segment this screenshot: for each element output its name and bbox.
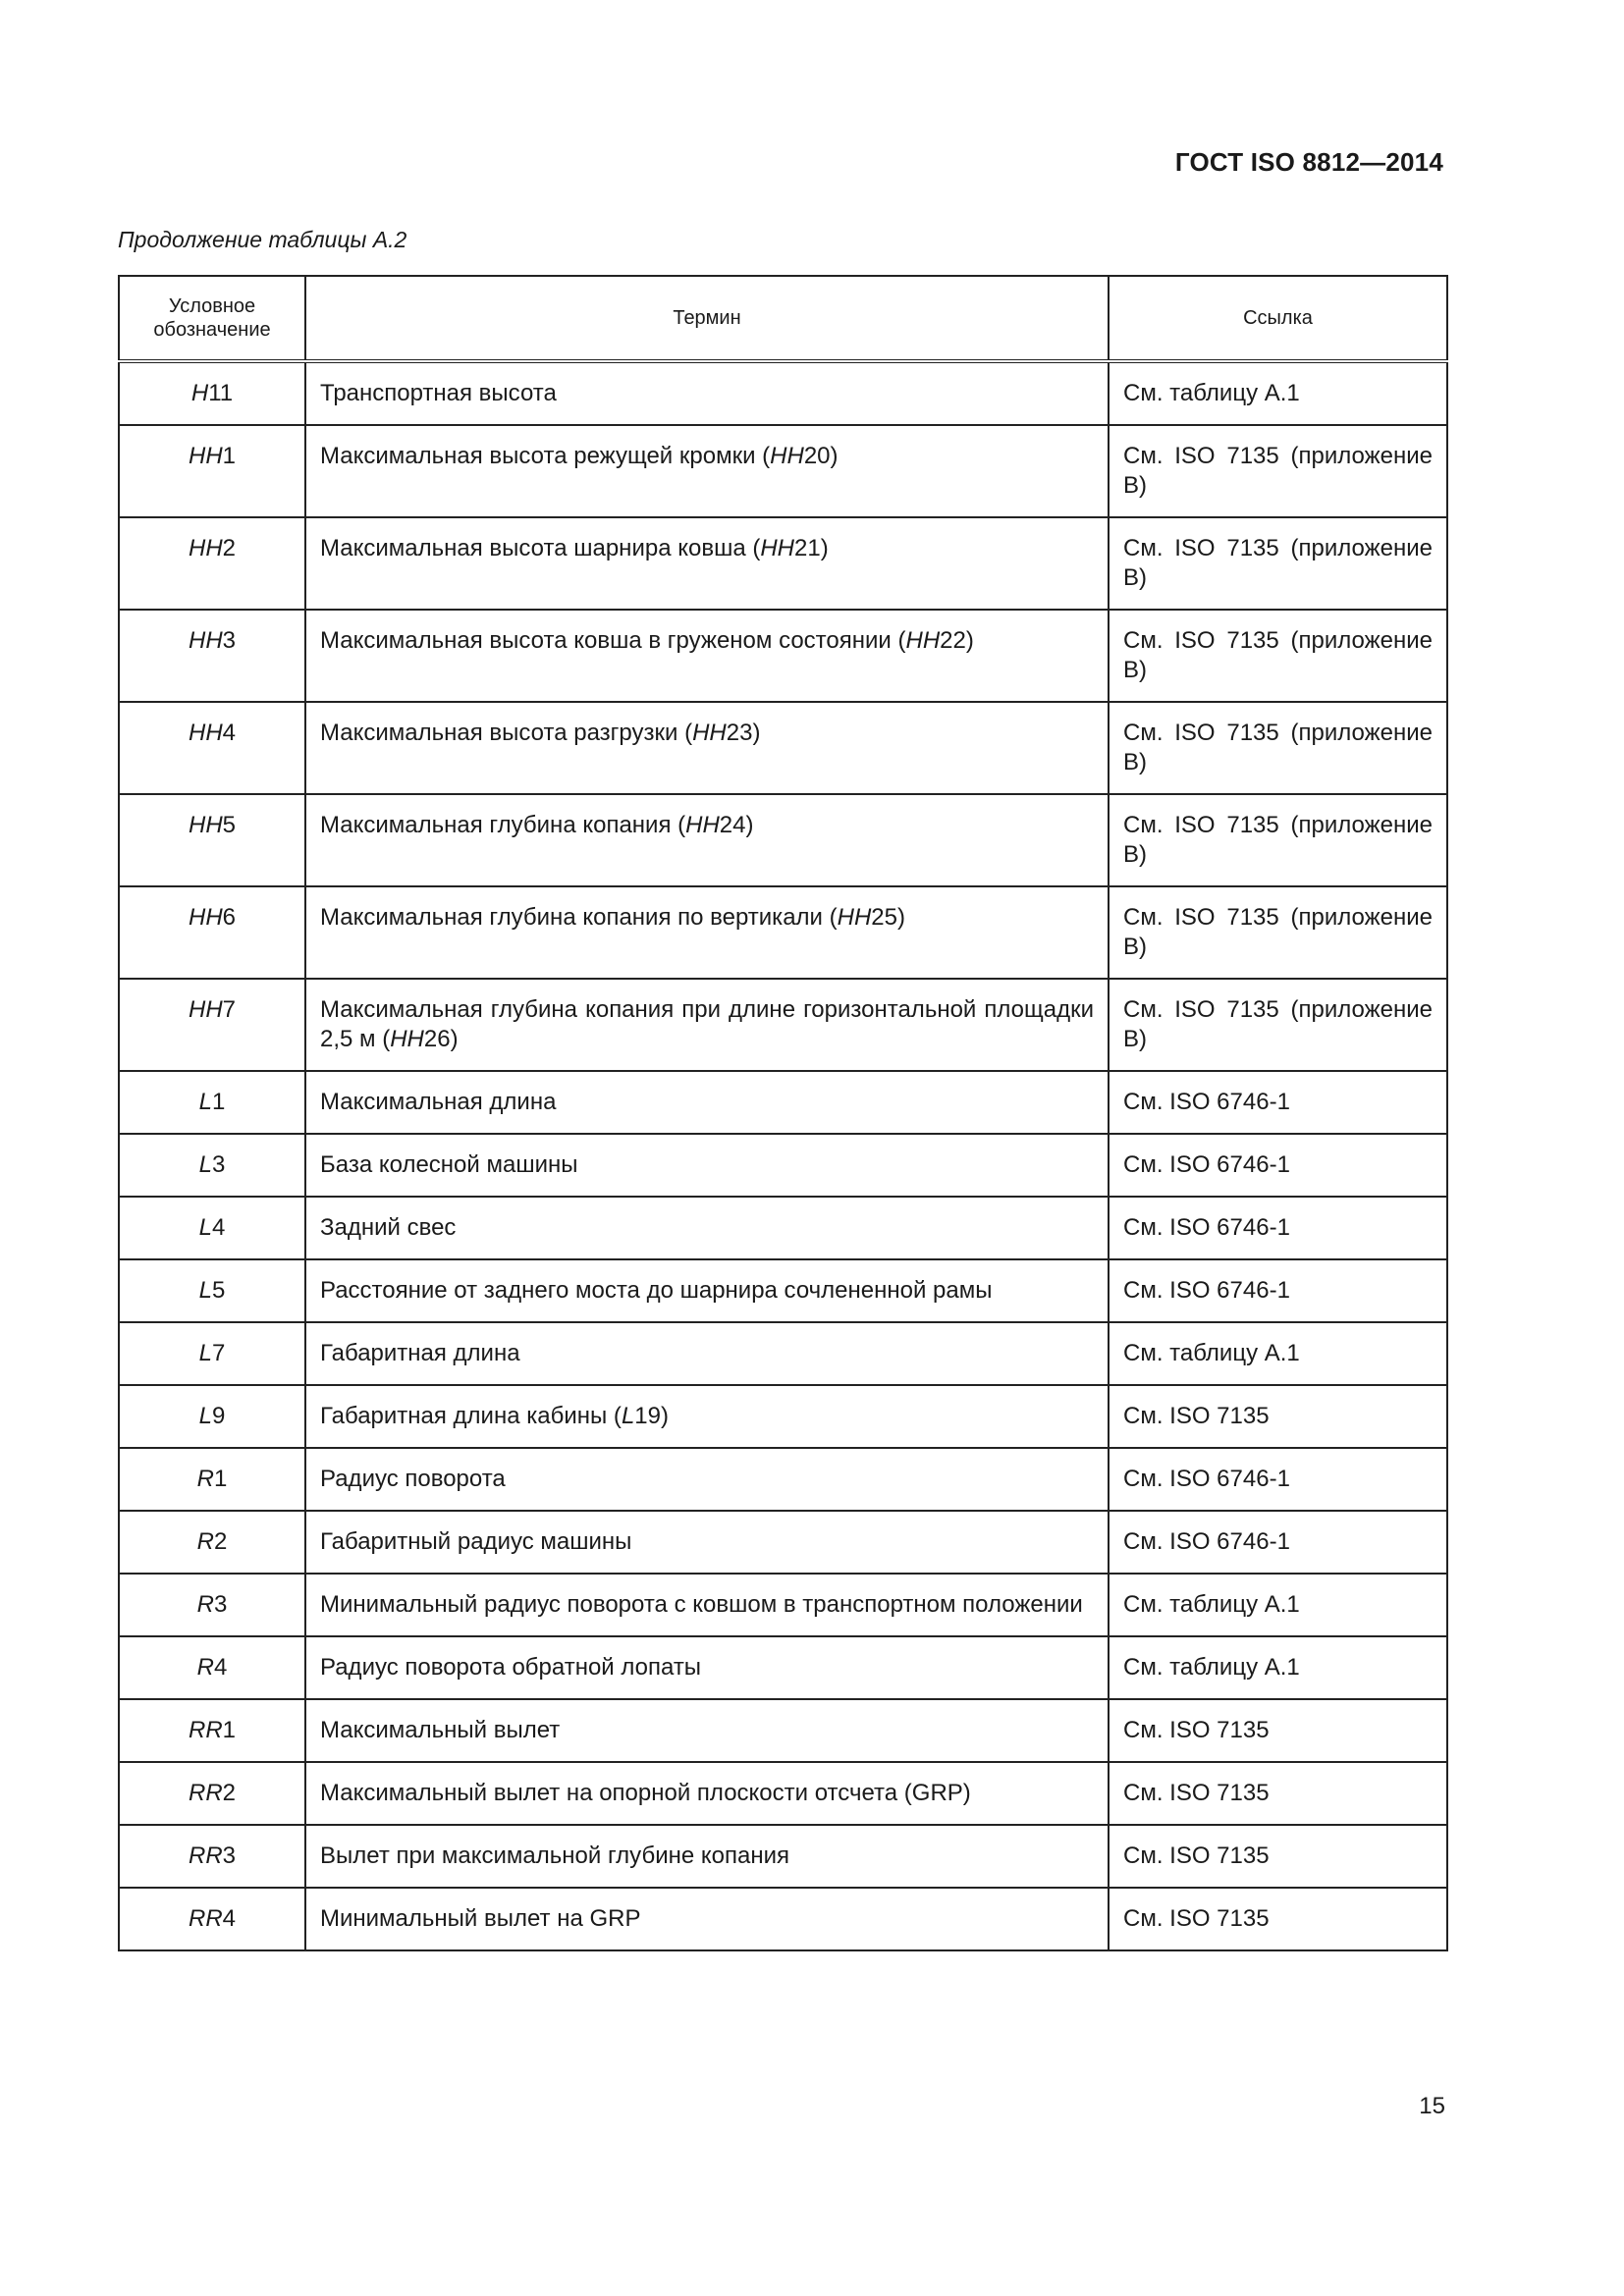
term-text: Транспортная высота	[320, 380, 557, 406]
table-row	[119, 517, 1447, 610]
symbol-letters: L	[198, 1089, 212, 1115]
term-text-end: 21)	[794, 535, 829, 561]
term-symbol: HH	[390, 1026, 424, 1052]
term-text: Габаритный радиус машины	[320, 1528, 632, 1555]
symbol-number: 1	[222, 1717, 237, 1743]
reference-cell: См. таблицу А.1	[1109, 1574, 1447, 1636]
term-text: Максимальный вылет	[320, 1717, 561, 1743]
symbol-number: 7	[212, 1340, 226, 1366]
term-text: Максимальный вылет на опорной плоскости отсчета (GRP)	[320, 1780, 971, 1806]
symbol-number: 3	[222, 1842, 237, 1869]
symbol-number: 1	[213, 1466, 228, 1492]
table-caption: Продолжение таблицы А.2	[118, 227, 407, 252]
reference-cell: См. ISO 6746-1	[1109, 1511, 1447, 1574]
table-row	[119, 1699, 1447, 1762]
table-row	[119, 1574, 1447, 1636]
term-text: Максимальная глубина копания при длине горизонтальной площадки 2,5 м (	[320, 996, 1094, 1052]
reference-cell: См. ISO 7135	[1109, 1385, 1447, 1448]
term-text: Радиус поворота обратной лопаты	[320, 1654, 702, 1681]
symbol-number: 4	[212, 1214, 226, 1241]
symbol-letters: RR	[188, 1842, 223, 1869]
table-row	[119, 1511, 1447, 1574]
term-cell	[305, 1322, 1109, 1385]
term-text: Радиус поворота	[320, 1466, 506, 1492]
header-reference: Ссылка	[1109, 276, 1447, 361]
term-text: Максимальная высота режущей кромки (	[320, 443, 771, 469]
reference-cell: См. ISO 7135	[1109, 1825, 1447, 1888]
symbol-number: 3	[222, 627, 237, 654]
table-row	[119, 1322, 1447, 1385]
symbol-letters: HH	[188, 443, 223, 469]
table-row	[119, 1197, 1447, 1259]
symbol-cell	[119, 517, 305, 610]
term-text: Максимальная высота шарнира ковша (	[320, 535, 761, 561]
term-cell	[305, 979, 1109, 1071]
term-text-end: 25)	[871, 904, 905, 931]
symbol-number: 4	[222, 720, 237, 746]
reference-cell: См. ISO 6746-1	[1109, 1259, 1447, 1322]
reference-cell: См. ISO 7135	[1109, 1699, 1447, 1762]
term-symbol: L	[621, 1403, 635, 1429]
table-body	[119, 361, 1447, 1950]
symbol-number: 2	[222, 1780, 237, 1806]
symbol-number: 1	[212, 1089, 226, 1115]
term-text: Минимальный радиус поворота с ковшом в транспортном положении	[320, 1591, 1083, 1618]
reference-cell: См. ISO 7135 (приложение В)	[1109, 702, 1447, 794]
term-text: Задний свес	[320, 1214, 457, 1241]
symbol-cell	[119, 794, 305, 886]
reference-cell: См. ISO 6746-1	[1109, 1448, 1447, 1511]
symbol-number: 2	[213, 1528, 228, 1555]
reference-cell: См. ISO 7135 (приложение В)	[1109, 886, 1447, 979]
reference-cell: См. ISO 7135 (приложение В)	[1109, 610, 1447, 702]
reference-cell: См. таблицу А.1	[1109, 1636, 1447, 1699]
symbol-letters: HH	[188, 904, 223, 931]
symbol-cell	[119, 1825, 305, 1888]
table-header-row	[119, 276, 1447, 361]
table-row	[119, 1071, 1447, 1134]
term-cell	[305, 1574, 1109, 1636]
reference-cell: См. ISO 7135 (приложение В)	[1109, 517, 1447, 610]
term-cell	[305, 425, 1109, 517]
table-row	[119, 794, 1447, 886]
symbol-cell	[119, 1322, 305, 1385]
term-cell	[305, 1888, 1109, 1950]
symbol-letters: HH	[188, 812, 223, 838]
term-text-end: 22)	[940, 627, 974, 654]
symbol-number: 4	[213, 1654, 228, 1681]
symbol-letters: RR	[188, 1717, 223, 1743]
table-row	[119, 702, 1447, 794]
symbol-letters: H	[190, 380, 209, 406]
symbol-letters: R	[196, 1591, 214, 1618]
symbol-cell	[119, 702, 305, 794]
symbol-cell	[119, 1636, 305, 1699]
term-cell	[305, 1134, 1109, 1197]
term-text-end: 23)	[726, 720, 761, 746]
term-text: Максимальная длина	[320, 1089, 557, 1115]
symbol-number: 11	[208, 380, 234, 406]
page-number: 15	[1419, 2093, 1445, 2119]
term-symbol: HH	[685, 812, 720, 838]
term-text: Максимальная высота разгрузки (	[320, 720, 693, 746]
term-cell	[305, 1825, 1109, 1888]
term-cell	[305, 1259, 1109, 1322]
term-symbol: HH	[837, 904, 872, 931]
symbol-letters: HH	[188, 535, 223, 561]
term-cell	[305, 517, 1109, 610]
term-symbol: HH	[692, 720, 727, 746]
table-row	[119, 886, 1447, 979]
symbol-cell	[119, 425, 305, 517]
term-cell	[305, 610, 1109, 702]
symbol-number: 1	[222, 443, 237, 469]
term-text-end: 26)	[423, 1026, 459, 1052]
symbol-cell	[119, 1259, 305, 1322]
symbol-cell	[119, 1888, 305, 1950]
symbol-letters: L	[198, 1340, 212, 1366]
symbol-letters: HH	[188, 996, 223, 1023]
term-text: Максимальная глубина копания по вертикали (	[320, 904, 838, 931]
term-cell	[305, 1448, 1109, 1511]
term-symbol: HH	[770, 443, 804, 469]
symbol-letters: HH	[188, 627, 223, 654]
table-row	[119, 1888, 1447, 1950]
reference-cell: См. ISO 6746-1	[1109, 1071, 1447, 1134]
table-row	[119, 1825, 1447, 1888]
symbol-cell	[119, 886, 305, 979]
reference-cell: См. таблицу А.1	[1109, 361, 1447, 425]
table-row	[119, 1762, 1447, 1825]
term-cell	[305, 702, 1109, 794]
document-code: ГОСТ ISO 8812—2014	[1174, 147, 1443, 177]
reference-cell: См. таблицу А.1	[1109, 1322, 1447, 1385]
table-row	[119, 1134, 1447, 1197]
reference-cell: См. ISO 6746-1	[1109, 1134, 1447, 1197]
symbol-letters: R	[196, 1528, 214, 1555]
term-text: Габаритная длина кабины (	[320, 1403, 622, 1429]
symbol-number: 9	[212, 1403, 226, 1429]
symbol-number: 5	[212, 1277, 226, 1304]
term-text: Максимальная глубина копания (	[320, 812, 686, 838]
symbol-cell	[119, 1699, 305, 1762]
symbol-cell	[119, 1385, 305, 1448]
reference-cell: См. ISO 7135	[1109, 1762, 1447, 1825]
symbol-number: 5	[222, 812, 237, 838]
symbol-letters: L	[198, 1277, 212, 1304]
term-text: Расстояние от заднего моста до шарнира сочлененной рамы	[320, 1277, 993, 1304]
symbol-letters: R	[196, 1466, 214, 1492]
symbol-cell	[119, 1762, 305, 1825]
symbol-cell	[119, 361, 305, 425]
table-row	[119, 1385, 1447, 1448]
term-text: Минимальный вылет на GRP	[320, 1905, 641, 1932]
term-cell	[305, 361, 1109, 425]
symbol-number: 7	[222, 996, 237, 1023]
reference-cell: См. ISO 7135 (приложение В)	[1109, 425, 1447, 517]
symbol-cell	[119, 610, 305, 702]
term-text: Габаритная длина	[320, 1340, 520, 1366]
term-cell	[305, 886, 1109, 979]
term-cell	[305, 794, 1109, 886]
term-text: Вылет при максимальной глубине копания	[320, 1842, 789, 1869]
reference-cell: См. ISO 7135	[1109, 1888, 1447, 1950]
term-cell	[305, 1511, 1109, 1574]
symbol-letters: R	[196, 1654, 214, 1681]
term-cell	[305, 1699, 1109, 1762]
table-row	[119, 425, 1447, 517]
symbol-number: 3	[213, 1591, 228, 1618]
term-text: Максимальная высота ковша в груженом состоянии (	[320, 627, 906, 654]
term-cell	[305, 1197, 1109, 1259]
term-cell	[305, 1071, 1109, 1134]
terms-table	[118, 275, 1448, 1951]
symbol-cell	[119, 1574, 305, 1636]
symbol-cell	[119, 1134, 305, 1197]
table-row	[119, 1259, 1447, 1322]
term-text: База колесной машины	[320, 1151, 578, 1178]
table-row	[119, 361, 1447, 425]
header-term: Термин	[305, 276, 1109, 361]
symbol-letters: L	[198, 1151, 212, 1178]
table-row	[119, 1636, 1447, 1699]
symbol-letters: RR	[188, 1905, 223, 1932]
term-cell	[305, 1636, 1109, 1699]
symbol-cell	[119, 1197, 305, 1259]
symbol-cell	[119, 1511, 305, 1574]
symbol-letters: RR	[188, 1780, 223, 1806]
symbol-letters: L	[198, 1214, 212, 1241]
reference-cell: См. ISO 7135 (приложение В)	[1109, 979, 1447, 1071]
table-row	[119, 1448, 1447, 1511]
term-cell	[305, 1762, 1109, 1825]
term-symbol: HH	[905, 627, 941, 654]
header-symbol: Условное обозначение	[119, 276, 305, 361]
symbol-number: 6	[222, 904, 237, 931]
term-cell	[305, 1385, 1109, 1448]
term-symbol: HH	[760, 535, 795, 561]
table-row	[119, 610, 1447, 702]
symbol-number: 3	[212, 1151, 226, 1178]
symbol-cell	[119, 1448, 305, 1511]
reference-cell: См. ISO 6746-1	[1109, 1197, 1447, 1259]
term-text-end: 20)	[803, 443, 839, 469]
symbol-letters: L	[198, 1403, 212, 1429]
symbol-number: 4	[222, 1905, 237, 1932]
symbol-number: 2	[222, 535, 237, 561]
term-text-end: 24)	[719, 812, 754, 838]
reference-cell: См. ISO 7135 (приложение В)	[1109, 794, 1447, 886]
symbol-cell	[119, 1071, 305, 1134]
symbol-cell	[119, 979, 305, 1071]
table-row	[119, 979, 1447, 1071]
term-text-end: 19)	[634, 1403, 669, 1429]
symbol-letters: HH	[188, 720, 223, 746]
